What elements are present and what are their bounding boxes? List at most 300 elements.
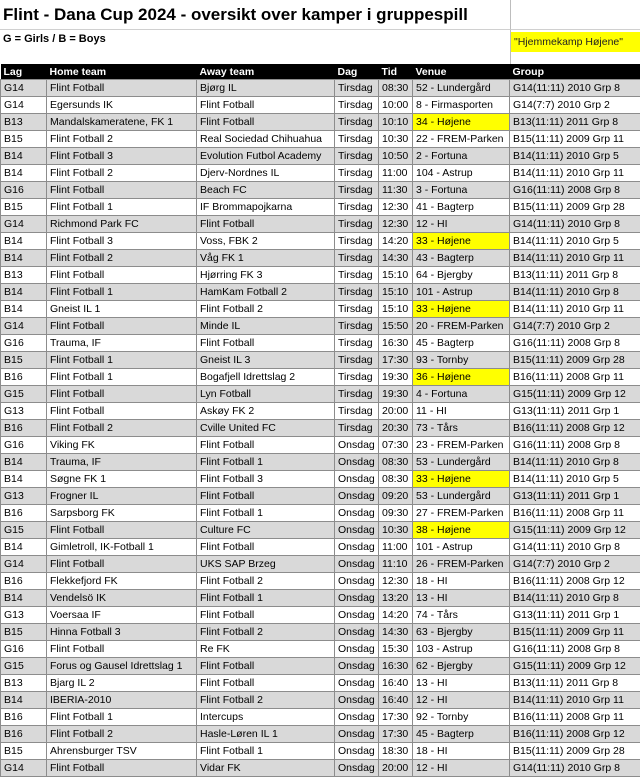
cell-lag[interactable]: B14 — [1, 454, 47, 471]
cell-venue[interactable]: 13 - HI — [413, 590, 510, 607]
cell-tid[interactable]: 18:30 — [379, 743, 413, 760]
cell-lag[interactable]: B14 — [1, 539, 47, 556]
cell-group[interactable]: B14(11:11) 2010 Grp 8 — [510, 284, 640, 301]
cell-lag[interactable]: B14 — [1, 301, 47, 318]
cell-dag[interactable]: Tirsdag — [335, 216, 379, 233]
cell-away-team[interactable]: Flint Fotball — [197, 488, 335, 505]
cell-home-team[interactable]: Flint Fotball 2 — [47, 726, 197, 743]
cell-away-team[interactable]: Flint Fotball 1 — [197, 743, 335, 760]
cell-away-team[interactable]: Bogafjell Idrettslag 2 — [197, 369, 335, 386]
cell-away-team[interactable]: Djerv-Nordnes IL — [197, 165, 335, 182]
cell-away-team[interactable]: Flint Fotball — [197, 216, 335, 233]
cell-dag[interactable]: Tirsdag — [335, 233, 379, 250]
cell-group[interactable]: B16(11:11) 2008 Grp 12 — [510, 726, 640, 743]
cell-lag[interactable]: B16 — [1, 726, 47, 743]
cell-group[interactable]: B15(11:11) 2009 Grp 11 — [510, 624, 640, 641]
cell-away-team[interactable]: Evolution Futbol Academy — [197, 148, 335, 165]
cell-home-team[interactable]: Gimletroll, IK-Fotball 1 — [47, 539, 197, 556]
cell-venue[interactable]: 62 - Bjergby — [413, 658, 510, 675]
cell-venue[interactable]: 38 - Højene — [413, 522, 510, 539]
cell-tid[interactable]: 10:30 — [379, 131, 413, 148]
cell-dag[interactable]: Tirsdag — [335, 114, 379, 131]
cell-group[interactable]: B15(11:11) 2009 Grp 11 — [510, 131, 640, 148]
cell-lag[interactable]: G14 — [1, 760, 47, 777]
cell-away-team[interactable]: Flint Fotball — [197, 539, 335, 556]
cell-home-team[interactable]: Flint Fotball — [47, 80, 197, 97]
cell-away-team[interactable]: Re FK — [197, 641, 335, 658]
cell-venue[interactable]: 18 - HI — [413, 743, 510, 760]
cell-dag[interactable]: Onsdag — [335, 624, 379, 641]
cell-group[interactable]: B14(11:11) 2010 Grp 8 — [510, 454, 640, 471]
cell-venue[interactable]: 3 - Fortuna — [413, 182, 510, 199]
cell-home-team[interactable]: Flint Fotball 3 — [47, 148, 197, 165]
cell-away-team[interactable]: Flint Fotball 2 — [197, 624, 335, 641]
cell-group[interactable]: G14(11:11) 2010 Grp 8 — [510, 760, 640, 777]
cell-group[interactable]: G13(11:11) 2011 Grp 1 — [510, 488, 640, 505]
cell-dag[interactable]: Tirsdag — [335, 165, 379, 182]
cell-venue[interactable]: 12 - HI — [413, 760, 510, 777]
cell-venue[interactable]: 92 - Tornby — [413, 709, 510, 726]
cell-tid[interactable]: 08:30 — [379, 454, 413, 471]
cell-lag[interactable]: B14 — [1, 250, 47, 267]
cell-dag[interactable]: Tirsdag — [335, 335, 379, 352]
cell-home-team[interactable]: Flint Fotball — [47, 522, 197, 539]
cell-home-team[interactable]: Flint Fotball 2 — [47, 131, 197, 148]
cell-home-team[interactable]: Hinna Fotball 3 — [47, 624, 197, 641]
cell-group[interactable]: B16(11:11) 2008 Grp 12 — [510, 420, 640, 437]
cell-lag[interactable]: B14 — [1, 471, 47, 488]
cell-group[interactable]: G15(11:11) 2009 Grp 12 — [510, 658, 640, 675]
cell-dag[interactable]: Tirsdag — [335, 199, 379, 216]
cell-lag[interactable]: B13 — [1, 675, 47, 692]
cell-dag[interactable]: Onsdag — [335, 726, 379, 743]
cell-group[interactable]: B14(11:11) 2010 Grp 5 — [510, 471, 640, 488]
cell-dag[interactable]: Onsdag — [335, 471, 379, 488]
cell-venue[interactable]: 8 - Firmasporten — [413, 97, 510, 114]
cell-venue[interactable]: 33 - Højene — [413, 471, 510, 488]
cell-tid[interactable]: 15:10 — [379, 284, 413, 301]
cell-tid[interactable]: 09:20 — [379, 488, 413, 505]
cell-tid[interactable]: 12:30 — [379, 216, 413, 233]
cell-home-team[interactable]: Voersaa IF — [47, 607, 197, 624]
cell-lag[interactable]: G13 — [1, 607, 47, 624]
cell-dag[interactable]: Tirsdag — [335, 148, 379, 165]
cell-away-team[interactable]: Gneist IL 3 — [197, 352, 335, 369]
cell-dag[interactable]: Tirsdag — [335, 386, 379, 403]
cell-venue[interactable]: 23 - FREM-Parken — [413, 437, 510, 454]
cell-tid[interactable]: 20:00 — [379, 760, 413, 777]
column-header-lag[interactable]: Lag — [1, 64, 47, 80]
cell-dag[interactable]: Onsdag — [335, 573, 379, 590]
cell-venue[interactable]: 73 - Tårs — [413, 420, 510, 437]
cell-away-team[interactable]: UKS SAP Brzeg — [197, 556, 335, 573]
cell-venue[interactable]: 53 - Lundergård — [413, 454, 510, 471]
cell-away-team[interactable]: Askøy FK 2 — [197, 403, 335, 420]
cell-away-team[interactable]: Culture FC — [197, 522, 335, 539]
cell-home-team[interactable]: Flint Fotball 2 — [47, 420, 197, 437]
cell-lag[interactable]: G14 — [1, 556, 47, 573]
cell-home-team[interactable]: Sarpsborg FK — [47, 505, 197, 522]
cell-tid[interactable]: 12:30 — [379, 199, 413, 216]
cell-away-team[interactable]: Minde IL — [197, 318, 335, 335]
cell-tid[interactable]: 16:30 — [379, 658, 413, 675]
cell-venue[interactable]: 45 - Bagterp — [413, 726, 510, 743]
cell-tid[interactable]: 12:30 — [379, 573, 413, 590]
cell-dag[interactable]: Onsdag — [335, 743, 379, 760]
cell-tid[interactable]: 10:50 — [379, 148, 413, 165]
empty-cell[interactable] — [511, 0, 640, 30]
cell-tid[interactable]: 11:30 — [379, 182, 413, 199]
cell-tid[interactable]: 11:10 — [379, 556, 413, 573]
cell-dag[interactable]: Tirsdag — [335, 318, 379, 335]
cell-lag[interactable]: B13 — [1, 114, 47, 131]
cell-lag[interactable]: B15 — [1, 624, 47, 641]
cell-tid[interactable]: 11:00 — [379, 165, 413, 182]
cell-lag[interactable]: B14 — [1, 692, 47, 709]
cell-away-team[interactable]: Flint Fotball 1 — [197, 454, 335, 471]
cell-tid[interactable]: 07:30 — [379, 437, 413, 454]
cell-home-team[interactable]: Viking FK — [47, 437, 197, 454]
cell-venue[interactable]: 33 - Højene — [413, 301, 510, 318]
cell-away-team[interactable]: Flint Fotball — [197, 97, 335, 114]
cell-group[interactable]: G15(11:11) 2009 Grp 12 — [510, 386, 640, 403]
cell-home-team[interactable]: IBERIA-2010 — [47, 692, 197, 709]
cell-lag[interactable]: G14 — [1, 216, 47, 233]
cell-dag[interactable]: Onsdag — [335, 556, 379, 573]
cell-dag[interactable]: Tirsdag — [335, 267, 379, 284]
cell-away-team[interactable]: Hjørring FK 3 — [197, 267, 335, 284]
cell-away-team[interactable]: HamKam Fotball 2 — [197, 284, 335, 301]
cell-venue[interactable]: 26 - FREM-Parken — [413, 556, 510, 573]
column-header-group[interactable]: Group — [510, 64, 640, 80]
cell-lag[interactable]: G13 — [1, 403, 47, 420]
cell-lag[interactable]: G14 — [1, 80, 47, 97]
column-header-venue[interactable]: Venue — [413, 64, 510, 80]
home-match-legend[interactable]: "Hjemmekamp Højene" — [511, 32, 640, 52]
cell-venue[interactable]: 18 - HI — [413, 573, 510, 590]
cell-away-team[interactable]: Real Sociedad Chihuahua — [197, 131, 335, 148]
cell-dag[interactable]: Tirsdag — [335, 97, 379, 114]
cell-venue[interactable]: 104 - Astrup — [413, 165, 510, 182]
cell-home-team[interactable]: Søgne FK 1 — [47, 471, 197, 488]
cell-tid[interactable]: 09:30 — [379, 505, 413, 522]
table-row — [1, 80, 640, 97]
cell-dag[interactable]: Onsdag — [335, 675, 379, 692]
cell-group[interactable]: B16(11:11) 2008 Grp 11 — [510, 505, 640, 522]
cell-lag[interactable]: G16 — [1, 335, 47, 352]
cell-dag[interactable]: Onsdag — [335, 709, 379, 726]
cell-tid[interactable]: 13:20 — [379, 590, 413, 607]
cell-away-team[interactable]: Flint Fotball — [197, 658, 335, 675]
cell-tid[interactable]: 14:30 — [379, 250, 413, 267]
column-header-home-team[interactable]: Home team — [47, 64, 197, 80]
cell-home-team[interactable]: Flint Fotball — [47, 403, 197, 420]
cell-lag[interactable]: B14 — [1, 590, 47, 607]
cell-group[interactable]: B14(11:11) 2010 Grp 8 — [510, 590, 640, 607]
cell-home-team[interactable]: Ahrensburger TSV — [47, 743, 197, 760]
cell-home-team[interactable]: Bjarg IL 2 — [47, 675, 197, 692]
cell-lag[interactable]: B15 — [1, 743, 47, 760]
cell-dag[interactable]: Onsdag — [335, 590, 379, 607]
cell-home-team[interactable]: Flint Fotball — [47, 267, 197, 284]
cell-venue[interactable]: 101 - Astrup — [413, 539, 510, 556]
cell-home-team[interactable]: Flint Fotball 3 — [47, 233, 197, 250]
gender-legend[interactable]: G = Girls / B = Boys — [0, 30, 511, 64]
cell-home-team[interactable]: Flint Fotball — [47, 641, 197, 658]
cell-group[interactable]: B16(11:11) 2008 Grp 11 — [510, 369, 640, 386]
cell-venue[interactable]: 13 - HI — [413, 675, 510, 692]
cell-lag[interactable]: G15 — [1, 658, 47, 675]
cell-away-team[interactable]: Flint Fotball — [197, 437, 335, 454]
cell-dag[interactable]: Tirsdag — [335, 131, 379, 148]
column-header-tid[interactable]: Tid — [379, 64, 413, 80]
cell-tid[interactable]: 15:30 — [379, 641, 413, 658]
cell-home-team[interactable]: Gneist IL 1 — [47, 301, 197, 318]
cell-tid[interactable]: 14:20 — [379, 233, 413, 250]
cell-dag[interactable]: Tirsdag — [335, 284, 379, 301]
cell-venue[interactable]: 103 - Astrup — [413, 641, 510, 658]
cell-lag[interactable]: B16 — [1, 369, 47, 386]
cell-lag[interactable]: G16 — [1, 437, 47, 454]
cell-lag[interactable]: B14 — [1, 148, 47, 165]
cell-home-team[interactable]: Flint Fotball 1 — [47, 199, 197, 216]
cell-lag[interactable]: G14 — [1, 318, 47, 335]
cell-dag[interactable]: Tirsdag — [335, 301, 379, 318]
cell-lag[interactable]: G13 — [1, 488, 47, 505]
cell-venue[interactable]: 45 - Bagterp — [413, 335, 510, 352]
cell-venue[interactable]: 20 - FREM-Parken — [413, 318, 510, 335]
column-header-dag[interactable]: Dag — [335, 64, 379, 80]
cell-away-team[interactable]: Lyn Fotball — [197, 386, 335, 403]
cell-group[interactable]: B13(11:11) 2011 Grp 8 — [510, 267, 640, 284]
cell-venue[interactable]: 34 - Højene — [413, 114, 510, 131]
cell-home-team[interactable]: Trauma, IF — [47, 454, 197, 471]
cell-tid[interactable]: 15:10 — [379, 267, 413, 284]
cell-home-team[interactable]: Flint Fotball 1 — [47, 352, 197, 369]
cell-lag[interactable]: B14 — [1, 165, 47, 182]
cell-dag[interactable]: Onsdag — [335, 454, 379, 471]
cell-tid[interactable]: 08:30 — [379, 471, 413, 488]
cell-dag[interactable]: Onsdag — [335, 488, 379, 505]
cell-venue[interactable]: 93 - Tornby — [413, 352, 510, 369]
cell-away-team[interactable]: Vidar FK — [197, 760, 335, 777]
cell-group[interactable]: G16(11:11) 2008 Grp 8 — [510, 182, 640, 199]
cell-group[interactable]: B16(11:11) 2008 Grp 11 — [510, 709, 640, 726]
cell-venue[interactable]: 64 - Bjergby — [413, 267, 510, 284]
cell-away-team[interactable]: Beach FC — [197, 182, 335, 199]
cell-group[interactable]: B14(11:11) 2010 Grp 5 — [510, 148, 640, 165]
cell-home-team[interactable]: Flint Fotball — [47, 182, 197, 199]
cell-venue[interactable]: 2 - Fortuna — [413, 148, 510, 165]
cell-lag[interactable]: B16 — [1, 420, 47, 437]
cell-lag[interactable]: G16 — [1, 182, 47, 199]
cell-group[interactable]: G14(11:11) 2010 Grp 8 — [510, 539, 640, 556]
cell-away-team[interactable]: Flint Fotball 1 — [197, 590, 335, 607]
cell-tid[interactable]: 19:30 — [379, 386, 413, 403]
cell-home-team[interactable]: Trauma, IF — [47, 335, 197, 352]
cell-venue[interactable]: 33 - Højene — [413, 233, 510, 250]
cell-group[interactable]: G13(11:11) 2011 Grp 1 — [510, 403, 640, 420]
cell-group[interactable]: G15(11:11) 2009 Grp 12 — [510, 522, 640, 539]
cell-home-team[interactable]: Flint Fotball — [47, 386, 197, 403]
cell-away-team[interactable]: Flint Fotball 1 — [197, 505, 335, 522]
cell-dag[interactable]: Tirsdag — [335, 403, 379, 420]
cell-tid[interactable]: 17:30 — [379, 352, 413, 369]
cell-home-team[interactable]: Forus og Gausel Idrettslag 1 — [47, 658, 197, 675]
cell-home-team[interactable]: Richmond Park FC — [47, 216, 197, 233]
cell-home-team[interactable]: Flint Fotball 1 — [47, 284, 197, 301]
cell-lag[interactable]: G15 — [1, 522, 47, 539]
cell-away-team[interactable]: IF Brommapojkarna — [197, 199, 335, 216]
cell-away-team[interactable]: Flint Fotball — [197, 335, 335, 352]
cell-dag[interactable]: Onsdag — [335, 658, 379, 675]
cell-away-team[interactable]: Flint Fotball 2 — [197, 573, 335, 590]
cell-lag[interactable]: B14 — [1, 233, 47, 250]
cell-tid[interactable]: 10:00 — [379, 97, 413, 114]
cell-home-team[interactable]: Flint Fotball 1 — [47, 709, 197, 726]
cell-away-team[interactable]: Hasle-Løren IL 1 — [197, 726, 335, 743]
cell-group[interactable]: B14(11:11) 2010 Grp 11 — [510, 692, 640, 709]
cell-tid[interactable]: 15:50 — [379, 318, 413, 335]
cell-lag[interactable]: G16 — [1, 641, 47, 658]
cell-group[interactable]: G14(7:7) 2010 Grp 2 — [510, 97, 640, 114]
cell-lag[interactable]: G15 — [1, 386, 47, 403]
cell-away-team[interactable]: Flint Fotball 2 — [197, 692, 335, 709]
cell-group[interactable]: G16(11:11) 2008 Grp 8 — [510, 437, 640, 454]
cell-dag[interactable]: Tirsdag — [335, 420, 379, 437]
cell-home-team[interactable]: Egersunds IK — [47, 97, 197, 114]
cell-group[interactable]: B16(11:11) 2008 Grp 12 — [510, 573, 640, 590]
cell-tid[interactable]: 14:30 — [379, 624, 413, 641]
cell-venue[interactable]: 12 - HI — [413, 216, 510, 233]
cell-away-team[interactable]: Voss, FBK 2 — [197, 233, 335, 250]
table-row — [1, 437, 640, 454]
cell-venue[interactable]: 43 - Bagterp — [413, 250, 510, 267]
cell-away-team[interactable]: Flint Fotball — [197, 607, 335, 624]
cell-venue[interactable]: 27 - FREM-Parken — [413, 505, 510, 522]
cell-dag[interactable]: Onsdag — [335, 539, 379, 556]
cell-venue[interactable]: 22 - FREM-Parken — [413, 131, 510, 148]
cell-tid[interactable]: 15:10 — [379, 301, 413, 318]
cell-lag[interactable]: B16 — [1, 505, 47, 522]
cell-tid[interactable]: 20:30 — [379, 420, 413, 437]
cell-dag[interactable]: Onsdag — [335, 641, 379, 658]
cell-group[interactable]: G14(7:7) 2010 Grp 2 — [510, 318, 640, 335]
cell-dag[interactable]: Tirsdag — [335, 369, 379, 386]
cell-group[interactable]: B13(11:11) 2011 Grp 8 — [510, 114, 640, 131]
cell-venue[interactable]: 12 - HI — [413, 692, 510, 709]
cell-tid[interactable]: 14:20 — [379, 607, 413, 624]
cell-dag[interactable]: Onsdag — [335, 505, 379, 522]
cell-tid[interactable]: 16:40 — [379, 675, 413, 692]
cell-lag[interactable]: B15 — [1, 199, 47, 216]
cell-away-team[interactable]: Cville United FC — [197, 420, 335, 437]
cell-group[interactable]: G16(11:11) 2008 Grp 8 — [510, 335, 640, 352]
cell-group[interactable]: G14(7:7) 2010 Grp 2 — [510, 556, 640, 573]
cell-lag[interactable]: B14 — [1, 284, 47, 301]
cell-tid[interactable]: 20:00 — [379, 403, 413, 420]
cell-home-team[interactable]: Vendelsö IK — [47, 590, 197, 607]
cell-venue[interactable]: 36 - Højene — [413, 369, 510, 386]
cell-away-team[interactable]: Våg FK 1 — [197, 250, 335, 267]
cell-group[interactable]: B13(11:11) 2011 Grp 8 — [510, 675, 640, 692]
cell-tid[interactable]: 17:30 — [379, 709, 413, 726]
cell-group[interactable]: B14(11:11) 2010 Grp 11 — [510, 250, 640, 267]
cell-away-team[interactable]: Flint Fotball 2 — [197, 301, 335, 318]
cell-venue[interactable]: 74 - Tårs — [413, 607, 510, 624]
cell-lag[interactable]: B15 — [1, 131, 47, 148]
cell-group[interactable]: B14(11:11) 2010 Grp 11 — [510, 301, 640, 318]
cell-lag[interactable]: G14 — [1, 97, 47, 114]
cell-away-team[interactable]: Flint Fotball 3 — [197, 471, 335, 488]
cell-tid[interactable]: 17:30 — [379, 726, 413, 743]
cell-dag[interactable]: Tirsdag — [335, 182, 379, 199]
cell-away-team[interactable]: Bjørg IL — [197, 80, 335, 97]
cell-venue[interactable]: 101 - Astrup — [413, 284, 510, 301]
cell-dag[interactable]: Onsdag — [335, 522, 379, 539]
cell-lag[interactable]: B13 — [1, 267, 47, 284]
cell-group[interactable]: G13(11:11) 2011 Grp 1 — [510, 607, 640, 624]
cell-dag[interactable]: Onsdag — [335, 607, 379, 624]
cell-home-team[interactable]: Flint Fotball 2 — [47, 165, 197, 182]
cell-dag[interactable]: Onsdag — [335, 760, 379, 777]
cell-group[interactable]: B15(11:11) 2009 Grp 28 — [510, 199, 640, 216]
cell-tid[interactable]: 10:10 — [379, 114, 413, 131]
cell-group[interactable]: B14(11:11) 2010 Grp 5 — [510, 233, 640, 250]
cell-group[interactable]: G14(11:11) 2010 Grp 8 — [510, 216, 640, 233]
cell-home-team[interactable]: Flint Fotball 1 — [47, 369, 197, 386]
cell-venue[interactable]: 53 - Lundergård — [413, 488, 510, 505]
cell-venue[interactable]: 41 - Bagterp — [413, 199, 510, 216]
cell-group[interactable]: G16(11:11) 2008 Grp 8 — [510, 641, 640, 658]
cell-dag[interactable]: Tirsdag — [335, 352, 379, 369]
cell-away-team[interactable]: Intercups — [197, 709, 335, 726]
cell-away-team[interactable]: Flint Fotball — [197, 675, 335, 692]
cell-tid[interactable]: 11:00 — [379, 539, 413, 556]
cell-lag[interactable]: B16 — [1, 573, 47, 590]
cell-home-team[interactable]: Mandalskameratene, FK 1 — [47, 114, 197, 131]
cell-tid[interactable]: 19:30 — [379, 369, 413, 386]
cell-group[interactable]: B14(11:11) 2010 Grp 11 — [510, 165, 640, 182]
cell-away-team[interactable]: Flint Fotball — [197, 114, 335, 131]
cell-tid[interactable]: 16:40 — [379, 692, 413, 709]
cell-home-team[interactable]: Frogner IL — [47, 488, 197, 505]
cell-dag[interactable]: Onsdag — [335, 692, 379, 709]
cell-dag[interactable]: Tirsdag — [335, 80, 379, 97]
cell-home-team[interactable]: Flint Fotball — [47, 318, 197, 335]
cell-group[interactable]: G14(11:11) 2010 Grp 8 — [510, 80, 640, 97]
cell-dag[interactable]: Onsdag — [335, 437, 379, 454]
cell-lag[interactable]: B16 — [1, 709, 47, 726]
cell-dag[interactable]: Tirsdag — [335, 250, 379, 267]
cell-home-team[interactable]: Flint Fotball 2 — [47, 250, 197, 267]
cell-lag[interactable]: B15 — [1, 352, 47, 369]
cell-venue[interactable]: 4 - Fortuna — [413, 386, 510, 403]
cell-venue[interactable]: 52 - Lundergård — [413, 80, 510, 97]
cell-home-team[interactable]: Flint Fotball — [47, 556, 197, 573]
cell-venue[interactable]: 63 - Bjergby — [413, 624, 510, 641]
cell-group[interactable]: B15(11:11) 2009 Grp 28 — [510, 743, 640, 760]
cell-venue[interactable]: 11 - HI — [413, 403, 510, 420]
page-title[interactable]: Flint - Dana Cup 2024 - oversikt over kamper i gruppespill — [0, 0, 511, 30]
cell-group[interactable]: B15(11:11) 2009 Grp 28 — [510, 352, 640, 369]
cell-home-team[interactable]: Flekkefjord FK — [47, 573, 197, 590]
cell-tid[interactable]: 10:30 — [379, 522, 413, 539]
cell-tid[interactable]: 16:30 — [379, 335, 413, 352]
cell-home-team[interactable]: Flint Fotball — [47, 760, 197, 777]
column-header-away-team[interactable]: Away team — [197, 64, 335, 80]
cell-tid[interactable]: 08:30 — [379, 80, 413, 97]
